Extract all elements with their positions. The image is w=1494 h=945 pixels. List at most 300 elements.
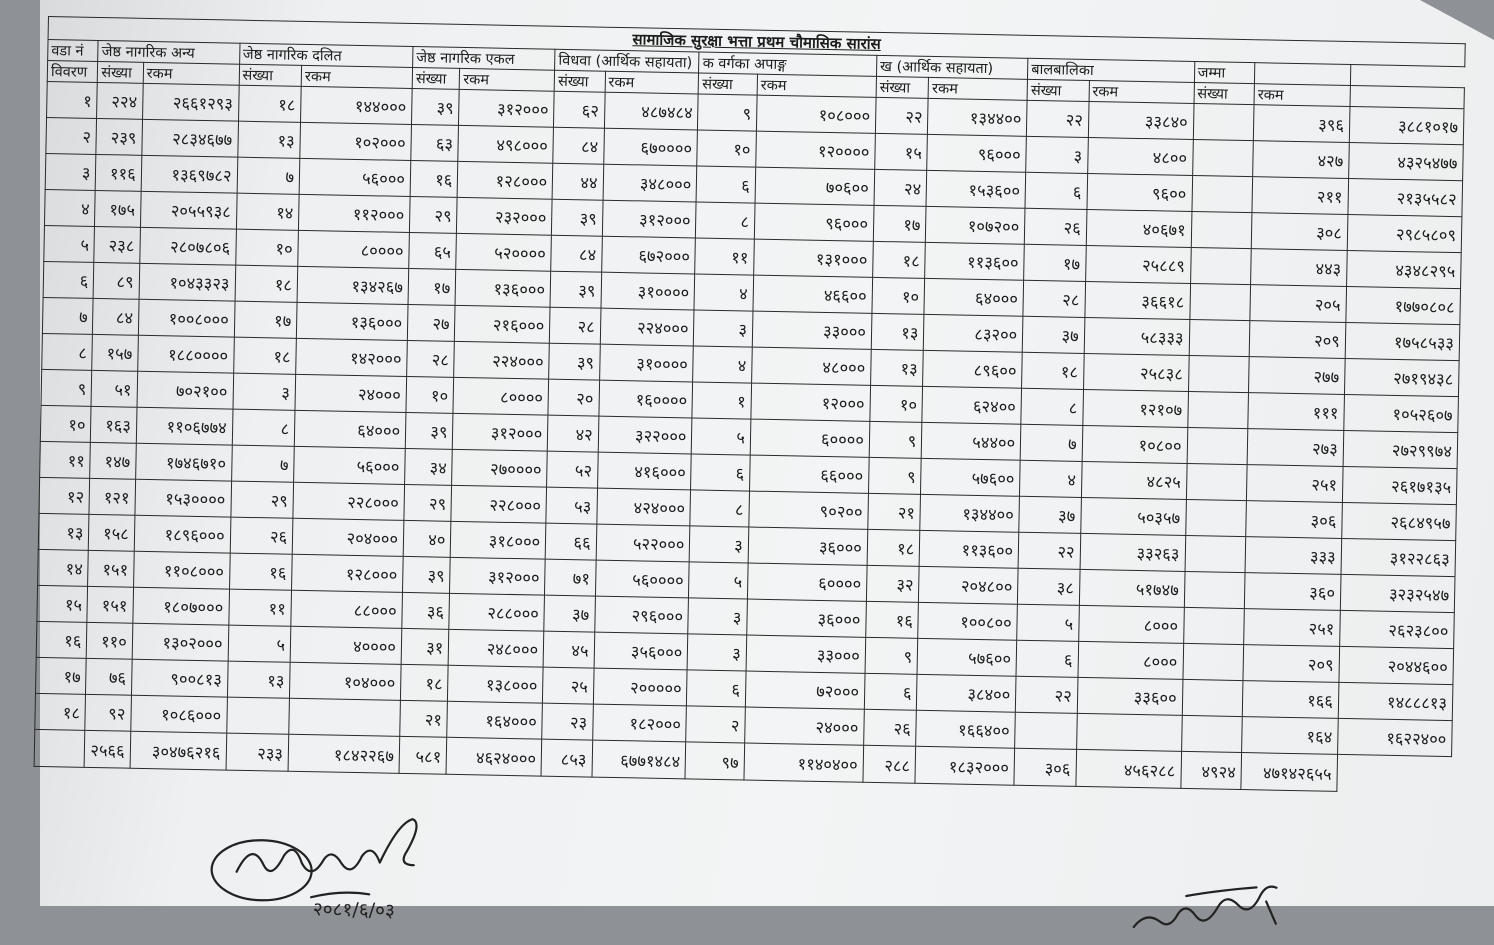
table-cell: ३६०००	[747, 599, 867, 637]
total-cell: ३०६	[1014, 748, 1076, 786]
table-cell: १०८००	[1082, 425, 1188, 463]
table-cell: ४४	[552, 163, 603, 200]
table-cell: २६	[230, 517, 293, 554]
ward-number-cell: १४	[38, 549, 89, 586]
table-cell: १२८०००	[458, 161, 553, 199]
group-header: ख (आर्थिक सहायता)	[876, 55, 1028, 79]
ward-number-cell: १६	[36, 621, 87, 658]
table-cell	[1183, 643, 1244, 680]
table-cell: १०	[235, 229, 298, 266]
table-cell: १५३००००	[135, 479, 231, 517]
table-cell: २०५५९३८	[140, 191, 236, 229]
table-cell: १५३६००	[926, 170, 1026, 208]
table-cell	[1188, 355, 1249, 392]
ward-header: वडा नं	[48, 40, 99, 62]
table-cell: ११	[228, 589, 291, 626]
table-cell: ४२४०००	[597, 488, 691, 526]
table-cell: २९	[404, 484, 452, 521]
table-cell: १०८६०००	[131, 695, 227, 733]
ward-number-cell: ४	[44, 189, 95, 226]
table-cell: ६	[1025, 172, 1087, 209]
table-cell: २९	[231, 481, 294, 518]
table-cell: ३३६००	[1077, 677, 1183, 715]
table-cell: २३	[542, 703, 593, 740]
table-cell: ६००००	[750, 419, 870, 457]
total-amount-cell: ३१२२८६३	[1341, 538, 1456, 576]
ward-number-cell: १	[47, 81, 98, 118]
table-cell: २२८०००	[293, 482, 405, 520]
table-cell: ३९	[403, 556, 451, 593]
table-cell: ४	[1020, 460, 1082, 497]
table-cell: ११०	[87, 622, 133, 659]
amount-header: रकम	[301, 65, 412, 88]
table-cell: १३	[870, 349, 923, 386]
signature-date: २०८१/६/०३	[312, 898, 396, 922]
total-count-cell: ३९६	[1253, 105, 1349, 143]
table-cell: ४२	[547, 415, 598, 452]
table-cell: २९६०००	[594, 596, 688, 634]
table-cell: ४१६०००	[597, 452, 691, 490]
document-title: सामाजिक सुरक्षा भत्ता प्रथम चौमासिक सारांस	[632, 30, 881, 53]
ward-number-cell: १३	[38, 513, 89, 550]
table-cell: २०	[548, 379, 599, 416]
table-cell: १३	[237, 121, 300, 158]
table-cell: २३२०००	[457, 197, 552, 235]
table-cell: ३३२६३	[1080, 533, 1186, 571]
table-cell: २१	[868, 493, 921, 530]
table-cell: १२०००	[751, 383, 871, 421]
table-cell: ६	[691, 454, 750, 491]
total-amount-cell: ४३४८२९५	[1346, 250, 1461, 288]
table-cell: २७	[407, 304, 455, 341]
table-cell: २५८८९	[1085, 245, 1191, 283]
table-cell: १३६९७८२	[141, 155, 237, 193]
table-cell: २२	[1027, 100, 1089, 137]
amount-header: रकम	[1254, 84, 1350, 107]
total-amount-cell: २६२३८००	[1340, 610, 1455, 648]
table-cell: ३८	[1018, 568, 1080, 605]
table-cell: २३८	[94, 226, 140, 263]
group-header: जम्मा	[1194, 62, 1255, 84]
table-cell: २१	[400, 700, 448, 737]
table-cell: १६६४००	[916, 710, 1016, 748]
table-cell: ९०२००	[749, 491, 869, 529]
table-cell	[1193, 104, 1254, 141]
table-cell: ३१२०००	[602, 200, 696, 238]
amount-header: रकम	[460, 68, 555, 91]
total-amount-cell: १७७०८०८	[1346, 286, 1461, 324]
table-cell: ४९८०००	[458, 125, 553, 163]
total-count-cell: ४४३	[1251, 249, 1347, 287]
total-amount-cell: १४८८८१३	[1338, 682, 1453, 720]
table-cell: ८	[696, 202, 755, 239]
table-cell: १७	[873, 205, 926, 242]
table-cell: ३१००००	[599, 344, 693, 382]
table-cell: १०४०००	[290, 662, 402, 700]
table-cell: १६३	[91, 406, 137, 443]
table-cell: ८०००	[1078, 605, 1184, 643]
table-cell: २६	[864, 709, 917, 746]
count-header: संख्या	[98, 61, 144, 83]
table-cell: ३७	[1022, 316, 1084, 353]
table-cell: १८	[867, 529, 920, 566]
table-cell: ७६	[86, 658, 132, 695]
table-cell: ३७	[1019, 496, 1081, 533]
table-cell: १०	[872, 277, 925, 314]
table-cell: १०२०००	[300, 122, 412, 160]
table-cell: २३९	[96, 118, 142, 155]
count-header: संख्या	[412, 68, 460, 90]
table-cell: १४	[236, 193, 299, 230]
table-cell: ८	[690, 490, 749, 527]
table-cell: ५७६००	[921, 458, 1021, 496]
table-cell: ९	[869, 421, 922, 458]
table-cell: १७	[234, 301, 297, 338]
group-header: जेष्ठ नागरिक दलित	[239, 43, 413, 67]
table-cell: १५७	[92, 334, 138, 371]
table-cell: ३	[690, 526, 749, 563]
total-amount-cell: १६२२४००	[1337, 718, 1452, 756]
ward-number-cell: ३	[45, 153, 96, 190]
total-amount-cell: १७५८५३३	[1345, 322, 1460, 360]
total-amount-cell: ३८८१०१७	[1349, 107, 1464, 145]
total-count-cell: ३०६	[1246, 501, 1342, 539]
table-cell: १३४२६७	[297, 266, 409, 304]
table-cell: ६४०००	[294, 410, 406, 448]
table-cell: ८०००	[1078, 641, 1184, 679]
ward-number-cell: ५	[44, 225, 95, 262]
table-cell: १३६०००	[296, 302, 408, 340]
table-cell: ३२	[866, 565, 919, 602]
table-cell: ५	[1017, 604, 1079, 641]
table-cell	[1189, 319, 1250, 356]
table-cell: १४२०००	[296, 338, 408, 376]
total-count-cell: २०९	[1249, 321, 1345, 359]
table-cell	[1186, 463, 1247, 500]
total-cell: २८८	[863, 745, 916, 783]
table-cell: ५	[228, 625, 291, 662]
table-cell: ९६०००	[754, 203, 874, 241]
table-cell: ६	[1016, 640, 1078, 677]
table-cell: ३२२०००	[598, 416, 692, 454]
table-cell: ८३२००	[924, 314, 1024, 352]
table-cell: १०	[697, 130, 756, 167]
table-cell: १८	[400, 664, 448, 701]
table-cell: ३३८४०	[1088, 101, 1194, 139]
group-header: बालबालिका	[1028, 58, 1195, 82]
table-cell: २६	[1024, 208, 1086, 245]
table-cell: ९२	[85, 694, 131, 731]
table-cell	[1191, 211, 1252, 248]
table-cell: ६३	[411, 124, 459, 161]
total-cell: १८३२०००	[915, 746, 1015, 785]
ward-number-cell: १५	[37, 585, 88, 622]
table-cell: ८४	[553, 127, 604, 164]
table-cell	[1076, 713, 1182, 751]
table-cell: ६००००	[747, 563, 867, 601]
amount-header: रकम	[928, 77, 1027, 100]
table-cell: ८००००	[298, 230, 410, 268]
table-cell: ११	[695, 238, 754, 275]
table-cell: १५८	[89, 514, 135, 551]
table-cell: ३९	[549, 343, 600, 380]
total-cell: ४६२४०००	[446, 737, 541, 776]
table-cell: १८	[235, 265, 298, 302]
table-cell: ६	[864, 673, 917, 710]
amount-header: रकम	[757, 74, 876, 97]
table-cell: १०८०००	[756, 95, 876, 133]
table-cell: १६	[410, 160, 458, 197]
table-cell: ३९	[412, 89, 460, 126]
ward-number-cell: १२	[39, 477, 90, 514]
table-cell	[1187, 427, 1248, 464]
total-cell: १८४२२६७	[288, 734, 400, 773]
total-cell: ४५६२८८	[1076, 749, 1182, 788]
ward-number-cell: ८	[42, 333, 93, 370]
total-amount-cell: २६८४९५७	[1342, 502, 1457, 540]
table-cell: १००८०००	[138, 299, 234, 337]
table-cell	[1183, 607, 1244, 644]
table-cell: ८९	[94, 262, 140, 299]
total-cell: ३०४७६२१६	[130, 731, 226, 770]
total-amount-cell: २७१९४३८	[1344, 358, 1459, 396]
table-cell: ५७६००	[917, 638, 1017, 676]
table-cell: १२८०००	[292, 554, 404, 592]
table-cell: १०४३३२३	[139, 263, 235, 301]
table-cell: ८९६००	[923, 350, 1023, 388]
table-cell: ३३०००	[746, 635, 866, 673]
table-cell: ३	[1026, 136, 1088, 173]
table-cell: ६२	[554, 91, 605, 128]
total-amount-cell: २७२९९७४	[1343, 430, 1458, 468]
amount-header: रकम	[605, 71, 699, 94]
table-cell: ८	[232, 409, 295, 446]
total-count-cell: १११	[1248, 393, 1344, 431]
table-cell	[1192, 175, 1253, 212]
table-cell: ३६०००	[748, 527, 868, 565]
table-cell: १२००००	[756, 131, 876, 169]
table-cell: ५४४००	[922, 422, 1022, 460]
total-amount-cell: १०५२६०७	[1344, 394, 1459, 432]
table-cell: ६५	[409, 232, 457, 269]
total-amount-cell: २९८५८०९	[1347, 214, 1462, 252]
table-cell: २५	[543, 667, 594, 704]
table-cell: ३८४००	[917, 674, 1017, 712]
total-cell: ४९२४	[1180, 751, 1241, 789]
details-header: विवरण	[47, 61, 98, 83]
table-cell: ३	[694, 310, 753, 347]
table-cell: १७५	[95, 190, 141, 227]
table-cell: ५६०००	[294, 446, 406, 484]
group-header: जेष्ठ नागरिक एकल	[413, 47, 556, 71]
table-cell: ३५६०००	[594, 632, 688, 670]
table-cell: ६६	[545, 523, 596, 560]
table-cell: २०००००	[593, 668, 687, 706]
table-cell	[1187, 391, 1248, 428]
table-cell: ३९	[552, 199, 603, 236]
table-cell: ४०	[403, 520, 451, 557]
table-cell: १२१	[89, 478, 135, 515]
table-cell: २८	[407, 340, 455, 377]
table-cell	[1190, 247, 1251, 284]
table-cell: ९	[865, 637, 918, 674]
total-count-cell: ३०८	[1251, 213, 1347, 251]
document-page	[32, 16, 1468, 922]
table-cell: ५६००००	[595, 560, 689, 598]
table-cell: २६६१२९३	[142, 83, 238, 121]
ward-number-cell: १७	[35, 657, 86, 694]
table-cell: ४०६७१	[1086, 209, 1192, 247]
table-cell: २८८०००	[449, 593, 544, 631]
table-cell: ७२०००	[745, 671, 865, 709]
table-cell	[1182, 679, 1243, 716]
table-cell: १८	[233, 337, 296, 374]
table-cell	[1181, 715, 1242, 752]
total-count-cell: २७७	[1249, 357, 1345, 395]
total-amount-cell: ३२३२५४७	[1340, 574, 1455, 612]
total-cell: ६७७१४८४	[592, 740, 686, 779]
table-cell: २२८०००	[451, 485, 546, 523]
total-count-cell: ४२७	[1253, 141, 1349, 179]
ward-number-cell: ९	[41, 369, 92, 406]
table-cell: ७१	[545, 559, 596, 596]
table-cell: ३४	[405, 448, 453, 485]
total-cell: ५८१	[399, 736, 447, 774]
table-cell: १६४०००	[447, 701, 542, 739]
table-cell: २४८०००	[449, 629, 544, 667]
total-cell: ४७१४२६५५	[1241, 753, 1337, 792]
table-cell: ४५	[543, 631, 594, 668]
table-cell: ५१७४७	[1079, 569, 1185, 607]
table-cell: ५८३३३	[1084, 317, 1190, 355]
total-count-cell: २७३	[1247, 429, 1343, 467]
count-header: संख्या	[1194, 83, 1255, 105]
total-count-cell: २५१	[1244, 609, 1340, 647]
table-cell: २२४	[97, 82, 143, 119]
table-cell: ४००००	[290, 626, 402, 664]
table-cell: २४०००	[295, 374, 407, 412]
table-cell: ६७२०००	[601, 236, 695, 274]
table-cell: २४	[874, 169, 927, 206]
total-count-cell: १६६	[1242, 681, 1338, 719]
table-cell: ७०२१००	[137, 371, 233, 409]
table-cell: १८८००००	[137, 335, 233, 373]
table-cell: १८	[873, 241, 926, 278]
count-header: संख्या	[239, 64, 302, 86]
table-cell: ५१	[91, 370, 137, 407]
table-cell: ३१२०००	[459, 89, 554, 127]
count-header: संख्या	[876, 76, 929, 98]
table-cell: १८०७०००	[133, 587, 229, 625]
table-cell: १८	[1022, 352, 1084, 389]
table-cell: ३	[688, 598, 747, 635]
table-cell: १	[692, 382, 751, 419]
table-cell: ७	[1020, 424, 1082, 461]
table-cell: ११३६००	[919, 530, 1019, 568]
total-cell: ११४०४००	[744, 743, 864, 782]
table-cell: १३४४००	[920, 494, 1020, 532]
table-cell: ३९	[550, 271, 601, 308]
table-cell: १५	[875, 133, 928, 170]
table-cell	[1189, 283, 1250, 320]
table-cell: २०४८००	[919, 566, 1019, 604]
table-cell: १८२०००	[592, 704, 686, 742]
count-header: संख्या	[1027, 79, 1089, 101]
table-cell: ३१२०००	[450, 557, 545, 595]
table-cell: २७००००	[452, 449, 547, 487]
table-cell: ३६	[402, 592, 450, 629]
table-cell: २८०७८०६	[140, 227, 236, 265]
count-header: संख्या	[554, 70, 605, 92]
table-cell: २५८३८	[1083, 353, 1189, 391]
total-cell: ८५३	[541, 739, 592, 777]
table-cell: १७	[408, 268, 456, 305]
table-cell: ८	[1021, 388, 1083, 425]
summary-table	[34, 16, 1466, 794]
table-cell: ८००००	[453, 377, 548, 415]
group-header: जेष्ठ नागरिक अन्य	[98, 40, 240, 64]
total-amount-cell: २१३५५८२	[1348, 178, 1463, 216]
table-cell: १३६०००	[455, 269, 550, 307]
table-cell	[1185, 499, 1246, 536]
table-cell: ५३	[546, 487, 597, 524]
table-cell: ५२२०००	[596, 524, 690, 562]
totals-label-cell	[34, 729, 85, 767]
table-cell: ६४०००	[924, 278, 1024, 316]
table-cell: ११०८०००	[133, 551, 229, 589]
total-count-cell: २११	[1252, 177, 1348, 215]
table-cell: ५२००००	[456, 233, 551, 271]
table-cell: २८	[550, 307, 601, 344]
table-cell: ९	[698, 94, 757, 131]
table-cell	[1184, 571, 1245, 608]
table-cell: ६७००००	[603, 128, 697, 166]
table-cell: ७	[237, 157, 300, 194]
table-cell: ५०३५७	[1080, 497, 1186, 535]
table-cell	[289, 698, 401, 736]
table-cell: ११२०००	[299, 194, 411, 232]
total-amount-cell: ४३२५४७७	[1348, 143, 1463, 181]
total-cell: २३३	[226, 733, 289, 771]
table-cell: १६००००	[599, 380, 693, 418]
table-cell: २२	[1018, 532, 1080, 569]
table-cell: २०४०००	[292, 518, 404, 556]
table-cell	[1015, 712, 1077, 749]
table-cell: ९६००	[1087, 173, 1193, 211]
table-cell: १०	[870, 385, 923, 422]
table-cell: ६	[687, 670, 746, 707]
table-cell: १३१०००	[754, 239, 874, 277]
amount-header: रकम	[1089, 80, 1194, 103]
total-amount-cell: २६१७१३५	[1342, 466, 1457, 504]
table-cell: ३७	[544, 595, 595, 632]
table-cell: ३३०००	[752, 311, 872, 349]
table-cell: १००८००	[918, 602, 1018, 640]
table-cell: १३	[871, 313, 924, 350]
group-header: क वर्गका अपाङ्ग	[699, 52, 877, 76]
group-header: विधवा (आर्थिक सहायता)	[555, 49, 700, 73]
table-cell: १३८०००	[448, 665, 543, 703]
table-cell: १८९६०००	[134, 515, 230, 553]
table-cell: ३	[688, 634, 747, 671]
table-cell: १०७२००	[926, 206, 1026, 244]
table-cell: १७	[1024, 244, 1086, 281]
table-cell: ३१८०००	[451, 521, 546, 559]
table-cell: ४८२५	[1081, 461, 1187, 499]
table-cell: १४४०००	[301, 86, 413, 124]
table-cell: ८४	[551, 235, 602, 272]
table-cell	[226, 697, 289, 734]
